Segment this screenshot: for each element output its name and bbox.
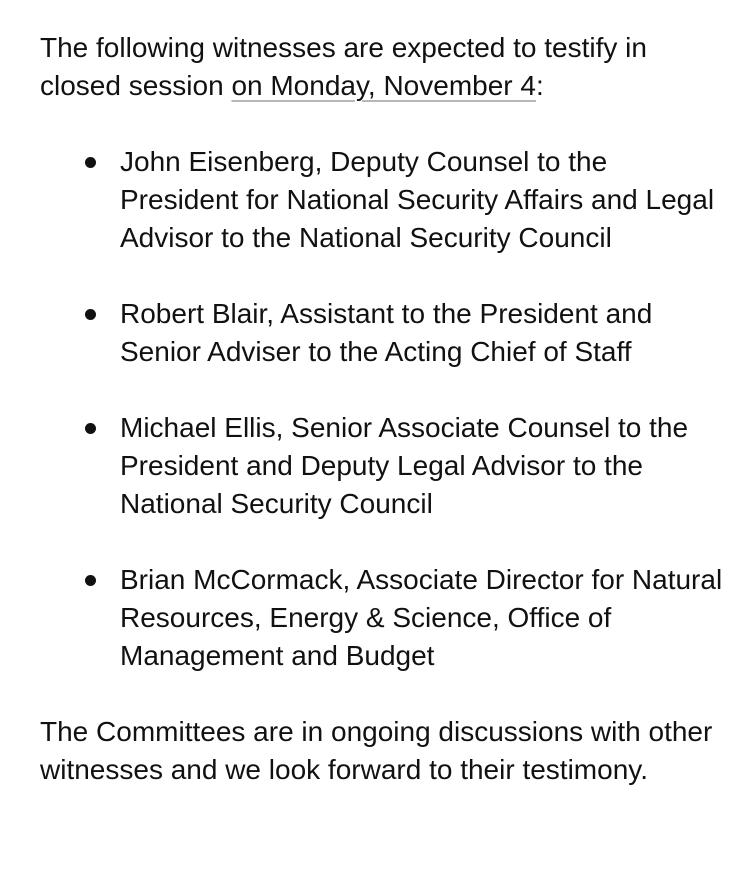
bullet-icon <box>85 423 96 434</box>
witness-list <box>40 143 730 675</box>
date-link[interactable]: on Monday, November 4 <box>231 70 536 101</box>
bullet-icon <box>85 157 96 168</box>
outro-paragraph: The Committees are in ongoing discussions with other witnesses and we look forward to their testimony. <box>40 716 713 785</box>
bullet-icon <box>85 575 96 586</box>
intro-paragraph <box>40 29 730 105</box>
list-item <box>40 409 730 523</box>
witness-text: Michael Ellis, Senior Associate Counsel to the President and Deputy Legal Advisor to the National Security Council <box>120 412 689 519</box>
intro-colon: : <box>535 70 544 101</box>
bullet-icon <box>85 309 96 320</box>
witness-text: John Eisenberg, Deputy Counsel to the President for National Security Affairs and Legal Advisor to the National Security Council <box>120 146 715 253</box>
list-item <box>40 143 730 257</box>
list-item <box>40 295 730 371</box>
intro-text: The following witnesses are expected to testify in closed session <box>40 32 647 101</box>
witness-text: Robert Blair, Assistant to the President and Senior Adviser to the Acting Chief of Staff <box>120 298 653 367</box>
list-item <box>40 561 730 675</box>
witness-text: Brian McCormack, Associate Director for Natural Resources, Energy & Science, Office of Management and Budget <box>120 564 723 671</box>
document-body <box>40 29 730 789</box>
